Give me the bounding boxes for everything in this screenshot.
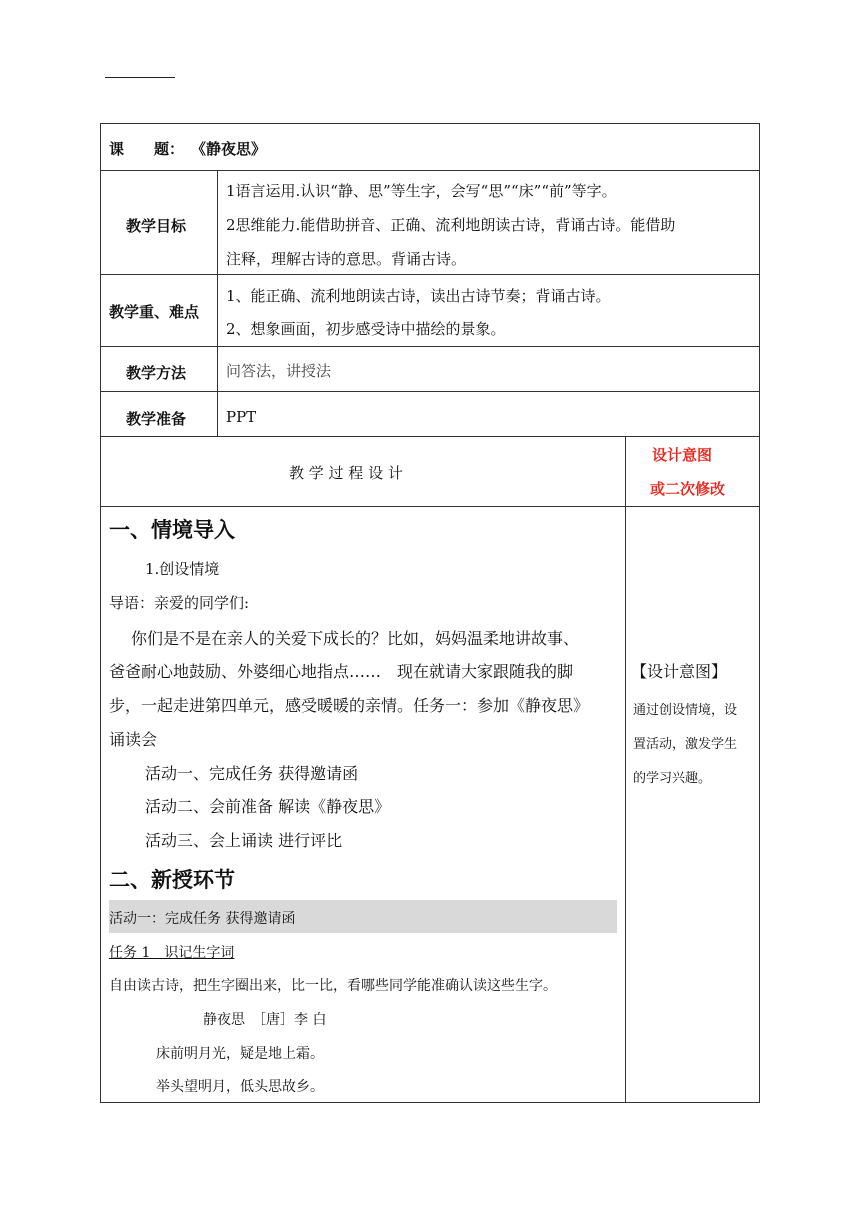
- objective-line: 注释，理解古诗的意思。背诵古诗。: [226, 250, 467, 268]
- row-divider: [101, 170, 759, 171]
- activity-item: 活动二、会前准备 解读《静夜思》: [145, 797, 391, 816]
- prep-label: 教学准备: [126, 410, 187, 428]
- row-divider: [101, 274, 759, 275]
- row-divider: [101, 346, 759, 347]
- activity-item: 活动一、完成任务 获得邀请函: [145, 764, 359, 783]
- intro-paragraph-line: 你们是不是在亲人的关爱下成长的？比如，妈妈温柔地讲故事、: [131, 629, 580, 648]
- col-divider: [625, 436, 626, 1102]
- objective-line: 2思维能力.能借助拼音、正确、流利地朗读古诗，背诵古诗。能借助: [226, 216, 676, 234]
- section-title: 一、情境导入: [109, 518, 235, 542]
- intro-paragraph-line: 爸爸耐心地鼓励、外婆细心地指点…… 现在就请大家跟随我的脚: [109, 662, 574, 681]
- poem-title: 静夜思 ［唐］李 白: [203, 1012, 327, 1028]
- activity-bar-label: 活动一：完成任务 获得邀请函: [109, 911, 296, 927]
- design-intent-line: 通过创设情境，设: [633, 703, 738, 718]
- method-value: 问答法，讲授法: [226, 362, 332, 380]
- task-description: 自由读古诗，把生字圈出来，比一比，看哪些同学能准确认读这些生字。: [109, 978, 557, 994]
- row-divider: [101, 436, 759, 437]
- row-divider: [101, 391, 759, 392]
- row-divider: [101, 506, 759, 507]
- method-label: 教学方法: [126, 364, 187, 382]
- side-header: 设计意图: [652, 446, 713, 464]
- header-rule: [105, 77, 175, 78]
- keypoints-label: 教学重、难点: [109, 303, 200, 321]
- subsection-title: 1.创设情境: [145, 560, 220, 578]
- intro-paragraph-line: 诵读会: [109, 730, 158, 749]
- design-intent-label: 【设计意图】: [631, 662, 728, 681]
- prep-value: PPT: [226, 408, 257, 426]
- side-header: 或二次修改: [650, 480, 726, 498]
- poem-line: 举头望明月，低头思故乡。: [156, 1079, 324, 1095]
- topic-value: 《静夜思》: [191, 140, 267, 158]
- design-intent-line: 的学习兴趣。: [633, 771, 712, 786]
- intro-paragraph-line: 步，一起走进第四单元，感受暖暖的亲情。任务一：参加《静夜思》: [109, 696, 590, 715]
- topic-label: 课 题：: [109, 140, 185, 158]
- keypoint-line: 1、能正确、流利地朗读古诗，读出古诗节奏；背诵古诗。: [226, 287, 611, 305]
- col-divider: [217, 170, 218, 436]
- process-header: 教 学 过 程 设 计: [289, 464, 403, 482]
- task-title: 任务 1 识记生字词: [109, 945, 235, 961]
- poem-line: 床前明月光，疑是地上霜。: [156, 1046, 324, 1062]
- objectives-label: 教学目标: [126, 217, 187, 235]
- activity-item: 活动三、会上诵读 进行评比: [145, 831, 343, 850]
- objective-line: 1语言运用.认识“静、思”等生字，会写“思”“床”“前”等字。: [226, 182, 617, 200]
- keypoint-line: 2、想象画面，初步感受诗中描绘的景象。: [226, 320, 506, 338]
- guide-text: 导语：亲爱的同学们:: [109, 594, 250, 612]
- section-title: 二、新授环节: [109, 868, 235, 892]
- design-intent-line: 置活动，激发学生: [633, 737, 738, 752]
- lesson-plan-table: [100, 123, 760, 1103]
